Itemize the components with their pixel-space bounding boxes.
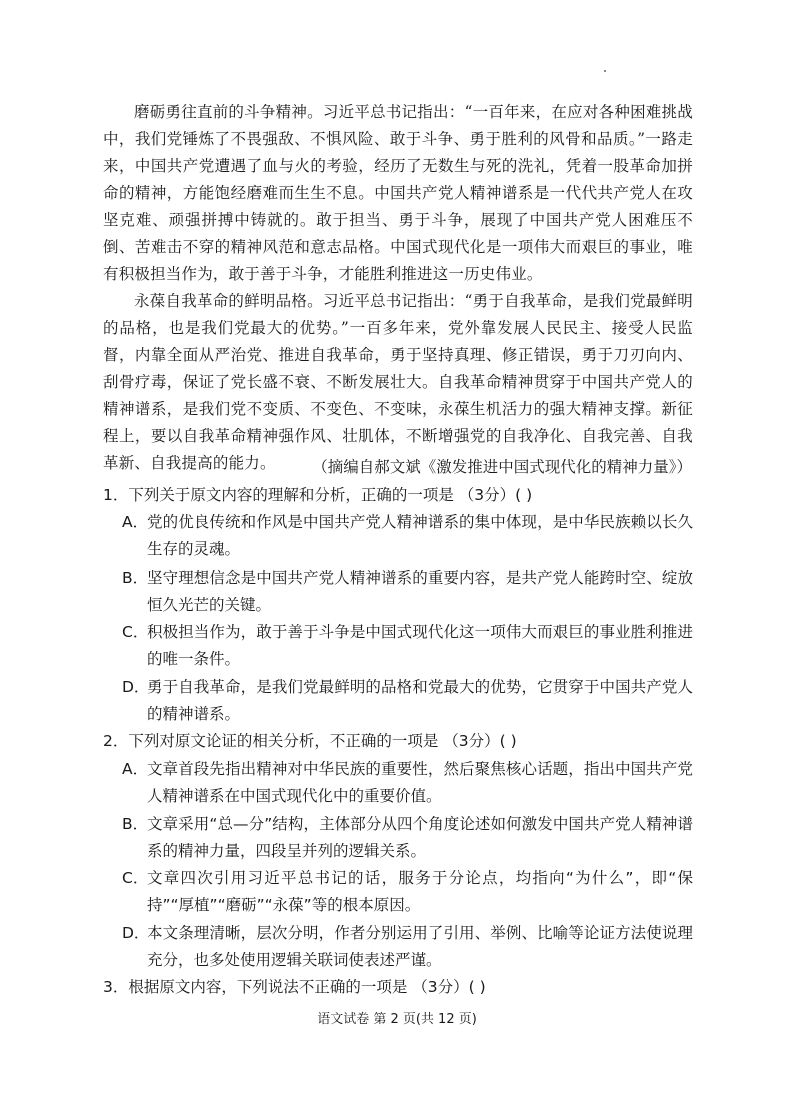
question-1-stem: 1．下列关于原文内容的理解和分析，正确的一项是 （3分）( ) [103, 486, 533, 504]
question-2-option-d [122, 920, 693, 974]
question-1-option-d [122, 674, 693, 728]
passage-source: （摘编自郝文斌《激发推进中国式现代化的精神力量》） [312, 458, 692, 476]
question-2-stem: 2．下列对原文论证的相关分析，不正确的一项是 （3分）( ) [103, 732, 517, 750]
option-letter: D． [122, 924, 150, 942]
option-text: 党的优良传统和作风是中国共产党人精神谱系的集中体现，是中华民族赖以长久生存的灵魂。 [147, 513, 693, 558]
scan-speck [604, 70, 606, 72]
passage-paragraph-2: 永葆自我革命的鲜明品格。习近平总书记指出：“勇于自我革命，是我们党最鲜明的品格，也是我们党最大的优势。”一百多年来，党外靠发展人民民主、接受人民监督，内靠全面从严治党、推进自我革命，勇于坚持真理、修正错误，勇于刀刃向内、刮骨疗毒，保证了党长盛不衰、不断发展壮大。自我革命精神贯穿于中国共产党人的精神谱系，是我们党不变质、不变色、不变味，永葆生机活力的强大精神支撑。新征程上，要以自我革命精神强作风、壮肌体，不断增强党的自我净化、自我完善、自我革新、自我提高的能力。 [103, 292, 693, 472]
question-3-stem: 3．根据原文内容，下列说法不正确的一项是 （3分）( ) [103, 978, 486, 996]
option-text: 本文条理清晰，层次分明，作者分别运用了引用、举例、比喻等论证方法使说理充分，也多处使用逻辑关联词使表述严谨。 [147, 924, 693, 969]
question-2-option-b [122, 811, 693, 865]
question-2-option-c [122, 865, 693, 919]
option-letter: C． [122, 869, 149, 887]
option-text: 文章采用“总—分”结构，主体部分从四个角度论述如何激发中国共产党人精神谱系的精神力量，四段呈并列的逻辑关系。 [147, 815, 693, 860]
question-1-option-b [122, 565, 693, 619]
option-letter: A． [122, 760, 149, 778]
option-text: 勇于自我革命，是我们党最鲜明的品格和党最大的优势，它贯穿于中国共产党人的精神谱系。 [147, 678, 693, 723]
option-text: 文章首段先指出精神对中华民族的重要性，然后聚焦核心话题，指出中国共产党人精神谱系在中国式现代化中的重要价值。 [147, 760, 693, 805]
option-letter: B． [122, 569, 149, 587]
option-text: 坚守理想信念是中国共产党人精神谱系的重要内容，是共产党人能跨时空、绽放恒久光芒的关键。 [147, 569, 693, 614]
question-1-option-a [122, 509, 693, 563]
option-letter: C． [122, 623, 149, 641]
passage-paragraph-1: 磨砺勇往直前的斗争精神。习近平总书记指出：“一百年来，在应对各种困难挑战中，我们党锤炼了不畏强敌、不惧风险、敢于斗争、勇于胜利的风骨和品质。”一路走来，中国共产党遭遇了血与火的考验，经历了无数生与死的洗礼，凭着一股革命加拼命的精神，方能饱经磨难而生生不息。中国共产党人精神谱系是一代代共产党人在攻坚克难、顽强拼搏中铸就的。敢于担当、勇于斗争，展现了中国共产党人困难压不倒、苦难击不穿的精神风范和意志品格。中国式现代化是一项伟大而艰巨的事业，唯有积极担当作为，敢于善于斗争，才能胜利推进这一历史伟业。 [103, 103, 693, 283]
option-letter: D． [122, 678, 150, 696]
question-2-option-a [122, 756, 693, 810]
option-text: 文章四次引用习近平总书记的话，服务于分论点，均指向“为什么”，即“保持”“厚植”“磨砺”“永葆”等的根本原因。 [147, 869, 693, 914]
question-1-option-c [122, 619, 693, 673]
option-letter: B． [122, 815, 149, 833]
option-letter: A． [122, 513, 149, 531]
page-footer: 语文试卷 第 2 页(共 12 页) [317, 1012, 477, 1027]
option-text: 积极担当作为，敢于善于斗争是中国式现代化这一项伟大而艰巨的事业胜利推进的唯一条件。 [147, 623, 693, 668]
